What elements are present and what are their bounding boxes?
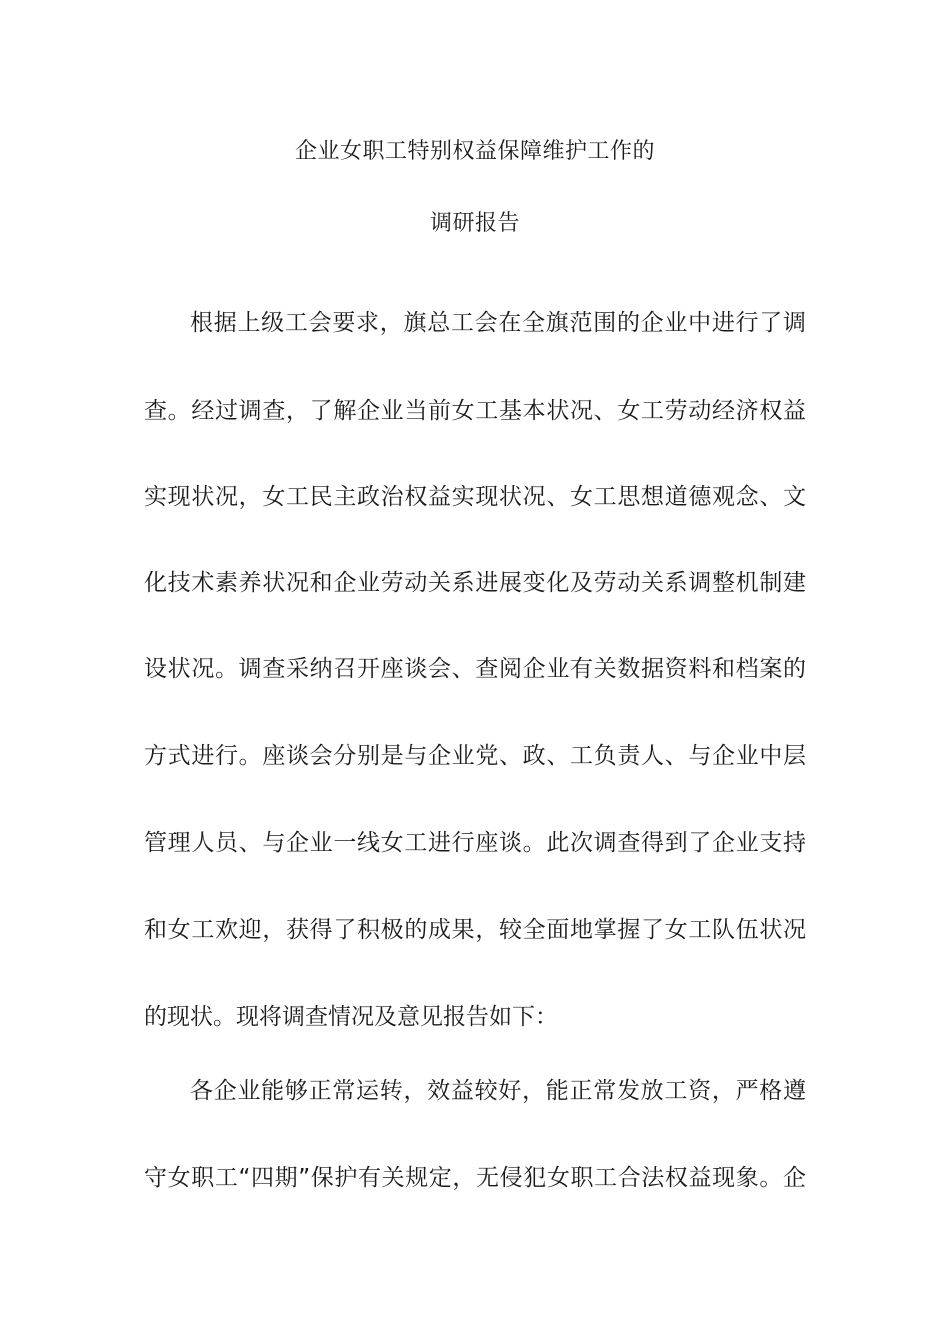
paragraph-1-line: 实现状况，女工民主政治权益实现状况、女工思想道德观念、文 (144, 484, 806, 510)
paragraph-1-line: 设状况。调查采纳召开座谈会、查阅企业有关数据资料和档案的 (144, 656, 806, 682)
paragraph-1-line: 的现状。现将调查情况及意见报告如下： (144, 1004, 558, 1030)
paragraph-2-line: 各企业能够正常运转，效益较好，能正常发放工资，严格遵 (190, 1078, 806, 1104)
paragraph-2-line: 守女职工“四期”保护有关规定，无侵犯女职工合法权益现象。企 (144, 1165, 806, 1191)
document-title-line-2: 调研报告 (429, 211, 520, 236)
paragraph-1-line: 和女工欢迎，获得了积极的成果，较全面地掌握了女工队伍状况 (144, 917, 806, 943)
document-title-line-1: 企业女职工特别权益保障维护工作的 (294, 139, 655, 164)
paragraph-1-line: 根据上级工会要求，旗总工会在全旗范围的企业中进行了调 (190, 310, 806, 336)
paragraph-1-line: 管理人员、与企业一线女工进行座谈。此次调查得到了企业支持 (144, 830, 806, 856)
paragraph-1-line: 化技术素养状况和企业劳动关系进展变化及劳动关系调整机制建 (144, 570, 806, 596)
paragraph-1-line: 查。经过调查，了解企业当前女工基本状况、女工劳动经济权益 (144, 398, 806, 424)
paragraph-1-line: 方式进行。座谈会分别是与企业党、政、工负责人、与企业中层 (144, 743, 806, 769)
